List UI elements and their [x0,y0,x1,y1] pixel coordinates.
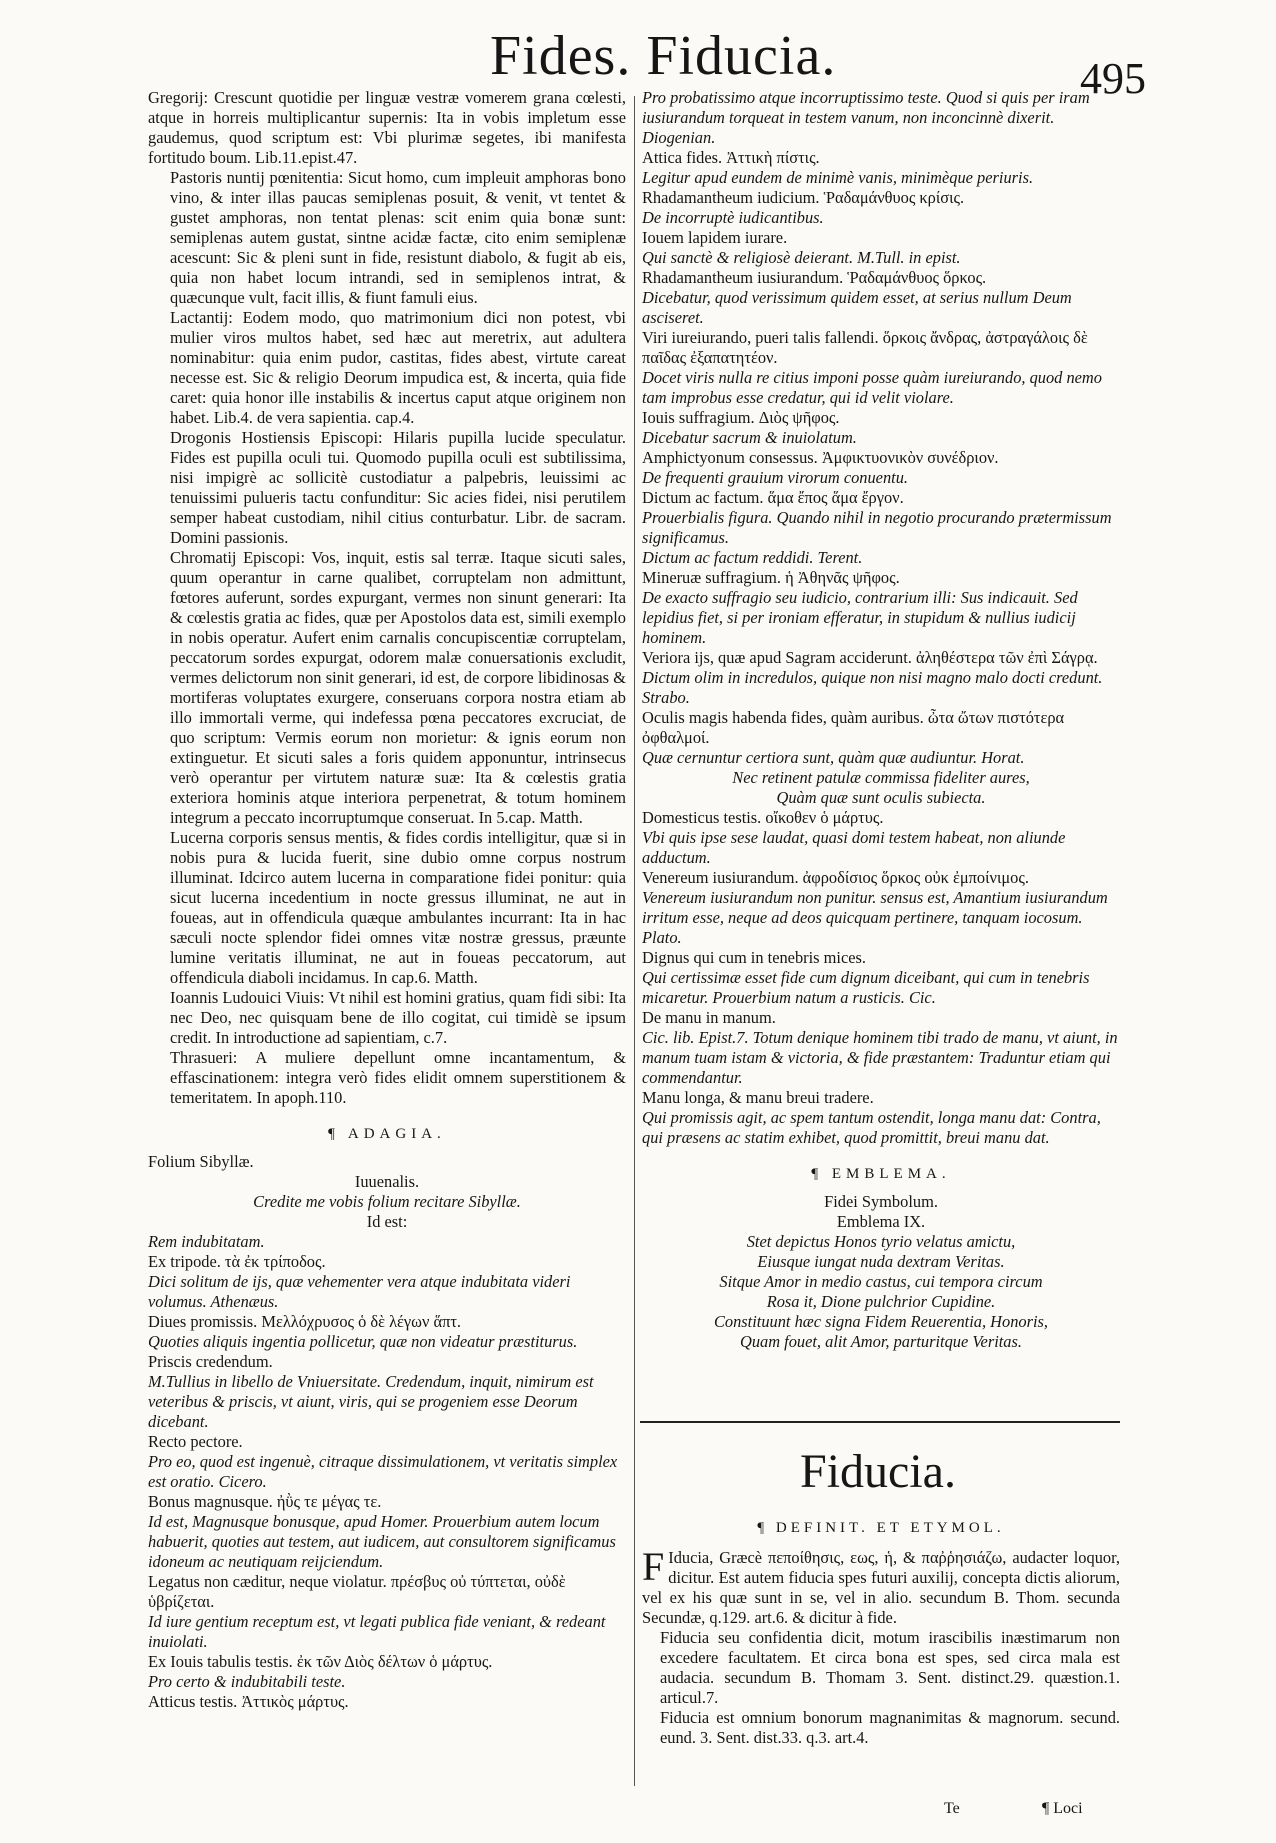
text-line: Pro probatissimo atque incorruptissimo teste. Quod si quis per iram iusiurandum torqueat in testem vanum, non inconcinnè dixerit. Diogenian. [642,88,1090,147]
text-line: Iouem lapidem iurare. [642,228,788,247]
text-line: Legatus non cæditur, neque violatur. πρέσβυς οὐ τύπτεται, οὐδὲ ὑβρίζεται. [148,1572,566,1611]
fiducia-section-title: ¶ DEFINIT. ET ETYMOL. [757,1520,1005,1536]
text-line: Quam fouet, alit Amor, parturitque Veritas. [740,1332,1022,1351]
text-line: Iouis suffragium. Διὸς ψῆφος. [642,408,840,427]
text-line: Venereum iusiurandum. ἀφροδίσιος ὅρκος οὐκ ἐμποίνιμος. [642,868,1029,887]
text-line: Iuuenalis. [354,1172,420,1191]
fiducia-section [642,1518,1120,1748]
text-line: Veriora ijs, quæ apud Sagram acciderunt. ἀληθέστερα τῶν ἐπὶ Σάγρᾳ. [642,648,1098,667]
text-line: Dicebatur, quod verissimum quidem esset, at serius nullum Deum asciseret. [642,288,1072,327]
text-line: Id est: [366,1212,408,1231]
text-line: Oculis magis habenda fides, quàm auribus. ὦτα ὤτων πιστότερα ὀφθαλμοί. [642,708,1065,747]
text-line: Quàm quæ sunt oculis subiecta. [776,788,986,807]
text-line: Dici solitum de ijs, quæ vehementer vera atque indubitata videri volumus. Athenæus. [148,1272,571,1311]
drop-cap: F [642,1544,665,1589]
fiducia-paragraph-text: Iducia, Græcè πεποίθησις, εως, ἡ, & παῤῥησιάζω, audacter loquor, dicitur. Est autem fiducia spes futuri auxilij, concepta dictis aliorum, vel ex his quæ sunt in se, vel in alio. secundum B. Thom. secunda Secundæ, q.129. art.6. & dicitur à fide. [642,1548,1120,1627]
text-line: Ex Iouis tabulis testis. ἐκ τῶν Διὸς δέλτων ὁ μάρτυς. [148,1652,493,1671]
page-title: Fides. Fiducia. [490,25,837,87]
catchwords [0,1800,1276,1822]
text-line: Ex tripode. τὰ ἐκ τρίποδος. [148,1252,326,1271]
text-line: Pastoris nuntij pœnitentia: Sicut homo, cum impleuit amphoras bono vino, & inter illas paucas semiplenas posuit, & venit, vt tentet & gustet amphoras, non tentat plenas: scit enim quia bonæ sunt: semiplenas autem gustat, sintne acidæ factæ, cito enim semiplenæ acescunt: Sic & pleni sunt in fide, resistunt diabolo, & fugit ab eis, quia non habet locum intrandi, sed in semiplenos intrat, & quæcunque vult, facit illis, & fiunt famuli eius. [170,168,626,307]
text-line: Domesticus testis. οἴκοθεν ὁ μάρτυς. [642,808,884,827]
text-line: Bonus magnusque. ἠῢς τε μέγας τε. [148,1492,382,1511]
text-line: Dictum ac factum. ἅμα ἔπος ἅμα ἔργον. [642,488,904,507]
text-line: Gregorij: Crescunt quotidie per linguæ vestræ vomerem grana cœlesti, atque in horreis multiplicantur supernis: Ita in vobis impletum esse gaudemus, quod scriptum est: Vbi plurimæ segetes, ibi manifesta fortitudo boum. Lib.11.epist.47. [148,88,626,167]
text-line: Dictum olim in incredulos, quique non nisi magno malo docti credunt. Strabo. [642,668,1103,707]
text-line: Prouerbialis figura. Quando nihil in negotio procurando prætermissum significamus. [642,508,1112,547]
fiducia-heading: Fiducia. [800,1445,956,1498]
text-line: Viri iureiurando, pueri talis fallendi. ὅρκοις ἄνδρας, ἀστραγάλοις δὲ παῖδας ἐξαπατητέον. [642,328,1088,367]
text-line: Emblema IX. [836,1212,926,1231]
text-line: Venereum iusiurandum non punitur. sensus est, Amantium iusiurandum irritum esse, neque ad deos quicquam pertinere, tanquam iocosum. Plato. [642,888,1108,947]
section-rule [640,1421,1120,1423]
fiducia-paragraph [642,1544,1120,1628]
text-line: Legitur apud eundem de minimè vanis, minimèque periuris. [642,168,1034,187]
text-line: Qui certissimæ esset fide cum dignum diceibant, qui cum in tenebris micaretur. Prouerbium natum a rusticis. Cic. [642,968,1090,1007]
text-line: Ioannis Ludouici Viuis: Vt nihil est homini gratius, quam fidi sibi: Ita nec Deo, nec quisquam bene de illo cogitat, cui timidè se ipsum credit. In introductione ad sapientiam, c.7. [170,988,626,1047]
text-line: Qui promissis agit, ac spem tantum ostendit, longa manu dat: Contra, qui præsens ac statim exhibet, quod promittit, breui manu dat. [642,1108,1101,1147]
text-line: M.Tullius in libello de Vniuersitate. Credendum, inquit, nimirum est veteribus & priscis, vt aiunt, viris, qui se progeniem esse Deorum dicebant. [148,1372,594,1431]
text-line: Amphictyonum consessus. Ἀμφικτυονικὸν συνέδριον. [642,448,999,467]
running-header [0,24,1276,103]
text-line: Dicebatur sacrum & inuiolatum. [642,428,857,447]
text-line: Vbi quis ipse sese laudat, quasi domi testem habeat, non aliunde adductum. [642,828,1066,867]
text-line: Recto pectore. [148,1432,243,1451]
text-line: Dignus qui cum in tenebris mices. [642,948,866,967]
text-line: De exacto suffragio seu iudicio, contrarium illi: Sus indicauit. Sed lepidius fiet, si per ironiam efferatur, in stupidum & nullius iudicij hominem. [642,588,1078,647]
right-column [642,88,1120,1352]
text-line: Qui sanctè & religiosè deierant. M.Tull. in epist. [642,248,961,267]
text-line: Attica fides. Ἀττικὴ πίστις. [642,148,820,167]
text-line: Credite me vobis folium recitare Sibyllæ. [253,1192,521,1211]
text-line: Quoties aliquis ingentia pollicetur, quæ non videatur præstiturus. [148,1332,578,1351]
page-number: 495 [1080,54,1146,103]
text-line: Rhadamantheum iudicium. Ῥαδαμάνθυος κρίσις. [642,188,965,207]
text-line: Rem indubitatam. [148,1232,265,1251]
text-line: Atticus testis. Ἀττικὸς μάρτυς. [148,1692,349,1711]
text-line: Lactantij: Eodem modo, quo matrimonium dici non potest, vbi mulier viros multos habet, sed hæc aut meretrix, aut adultera nominabitur: quia enim pudor, castitas, fides abest, virtute careat necesse est. Sic & religio Deorum impudica est, & incerta, quia fide caret: quia honor ille instabilis & incertus caput atque originem non habet. Lib.4. de vera sapientia. cap.4. [170,308,626,427]
text-line: Rosa it, Dione pulchrior Cupidine. [766,1292,996,1311]
text-line: Pro eo, quod est ingenuè, citraque dissimulationem, vt veritatis simplex est oratio. Cicero. [148,1452,618,1491]
text-line: Thrasueri: A muliere depellunt omne incantamentum, & effascinationem: integra verò fides elidit omnem superstitionem & temeritatem. In apoph.110. [170,1048,626,1107]
text-line: Quæ cernuntur certiora sunt, quàm quæ audiuntur. Horat. [642,748,1025,767]
text-line: Id iure gentium receptum est, vt legati publica fide veniant, & redeant inuiolati. [148,1612,606,1651]
text-line: De frequenti grauium virorum conuentu. [642,468,909,487]
text-line: Pro certo & indubitabili teste. [148,1672,346,1691]
catchword: Te [944,1800,960,1817]
text-line: Eiusque iungat nuda dextram Veritas. [757,1252,1005,1271]
left-column [148,88,626,1712]
text-line: Mineruæ suffragium. ἡ Ἀθηνᾶς ψῆφος. [642,568,900,587]
text-line: Chromatij Episcopi: Vos, inquit, estis sal terræ. Itaque sicuti sales, quum operantur in carne qualibet, corruptelam non admittunt, fœtores auferunt, sordes expurgant, vermes non sinunt generari: Ita & cœlestis gratia ac fides, quæ per Apostolos data est, simili exemplo in nobis operatur. Aufert enim carnalis concupiscentiæ corruptelam, peccatorum sordes expurgat, odorem malæ conuersationis excludit, vermes delictorum non sinit generari, id est, de corpore libidinosas & mortiferas voluptates exurgere, conseruans corpora nostra etiam ab illo immortali verme, qui indefessa pœna peccatores excruciat, de quo scriptum: Vermis eorum non morietur: & ignis eorum non extinguetur. Et sicuti sales a foris quidem apponuntur, intrinsecus verò operantur per virtutem naturæ suæ: Ita & cœlestis gratia exteriora hominis atque interiora perpenetrat, & totum hominem integrum a peccato incorruptumque conseruat. In 5.cap. Matth. [170,548,626,827]
text-line: Dictum ac factum reddidi. Terent. [642,548,863,567]
text-line: Folium Sibyllæ. [148,1152,254,1171]
text-line: Nec retinent patulæ commissa fideliter aures, [732,768,1030,787]
text-line: De manu in manum. [642,1008,776,1027]
catchword: ¶ Loci [1042,1800,1083,1817]
text-line: Rhadamantheum iusiurandum. Ῥαδαμάνθυος ὅρκος. [642,268,987,287]
text-line: Stet depictus Honos tyrio velatus amictu, [746,1232,1016,1251]
fiducia-paragraph: Fiducia seu confidentia dicit, motum irascibilis inæstimarum non excedere facultatem. Et circa bona est spes, sed circa mala est audacia. secundum B. Thomam 3. Sent. distinct.29. quæstion.1. articul.7. [660,1628,1120,1707]
column-divider [634,96,635,1786]
fiducia-paragraph: Fiducia est omnium bonorum magnanimitas & magnorum. secund. eund. 3. Sent. dist.33. q.3. art.4. [660,1708,1120,1747]
text-line: Drogonis Hostiensis Episcopi: Hilaris pupilla lucide speculatur. Fides est pupilla oculi tui. Quomodo pupilla oculi est subtilissima, nisi impigrè ac sollicitè custodiatur a palpebris, leuissimi ac tenuissimi pulueris tactu confunditur: Sic acies fidei, nisi perutilem semper habeat custodiam, nihil citius conturbatur. Libr. de sacram. Domini passionis. [170,428,626,547]
section-title: ¶ EMBLEMA. [811,1166,951,1182]
text-line: Constituunt hæc signa Fidem Reuerentia, Honoris, [713,1312,1048,1331]
text-line: Diues promissis. Μελλόχρυσος ὁ δὲ λέγων ἅπτ. [148,1312,462,1331]
text-line: Id est, Magnusque bonusque, apud Homer. Prouerbium autem locum habuerit, quoties aut testem, aut iudicem, aut consultorem significamus idoneum ac neutiquam reijciendum. [148,1512,616,1571]
text-line: Priscis credendum. [148,1352,273,1371]
text-line: Manu longa, & manu breui tradere. [642,1088,874,1107]
text-line: Sitque Amor in medio castus, cui tempora circum [719,1272,1043,1291]
text-line: Cic. lib. Epist.7. Totum denique hominem tibi trado de manu, vt aiunt, in manum tuam istam & victoria, & fide præstantem: Traduntur etiam qui commendantur. [642,1028,1118,1087]
text-line: De incorruptè iudicantibus. [642,208,824,227]
text-line: Fidei Symbolum. [824,1192,938,1211]
text-line: Docet viris nulla re citius imponi posse quàm iureiurando, quod nemo tam improbus esse credatur, qui id velit violare. [642,368,1102,407]
section-title: ¶ ADAGIA. [328,1126,446,1142]
text-line: Lucerna corporis sensus mentis, & fides cordis intelligitur, quæ si in nobis pura & lucida fuerit, sine dubio omne corpus nostrum illuminat. Idcirco autem lucerna in comparatione fidei ponitur: quia sicut lucerna incedentium in nocte gressus illuminat, ne aut in foueas, aut in offendicula quæque ambulantes incurrant: Ita in hac sæculi nocte splendor fidei omnes vitæ nostræ gressus, præunte lumine veritatis illuminat, ne aut in foueas peccatorum, aut offendicula diaboli incidamus. In cap.6. Matth. [170,828,626,987]
